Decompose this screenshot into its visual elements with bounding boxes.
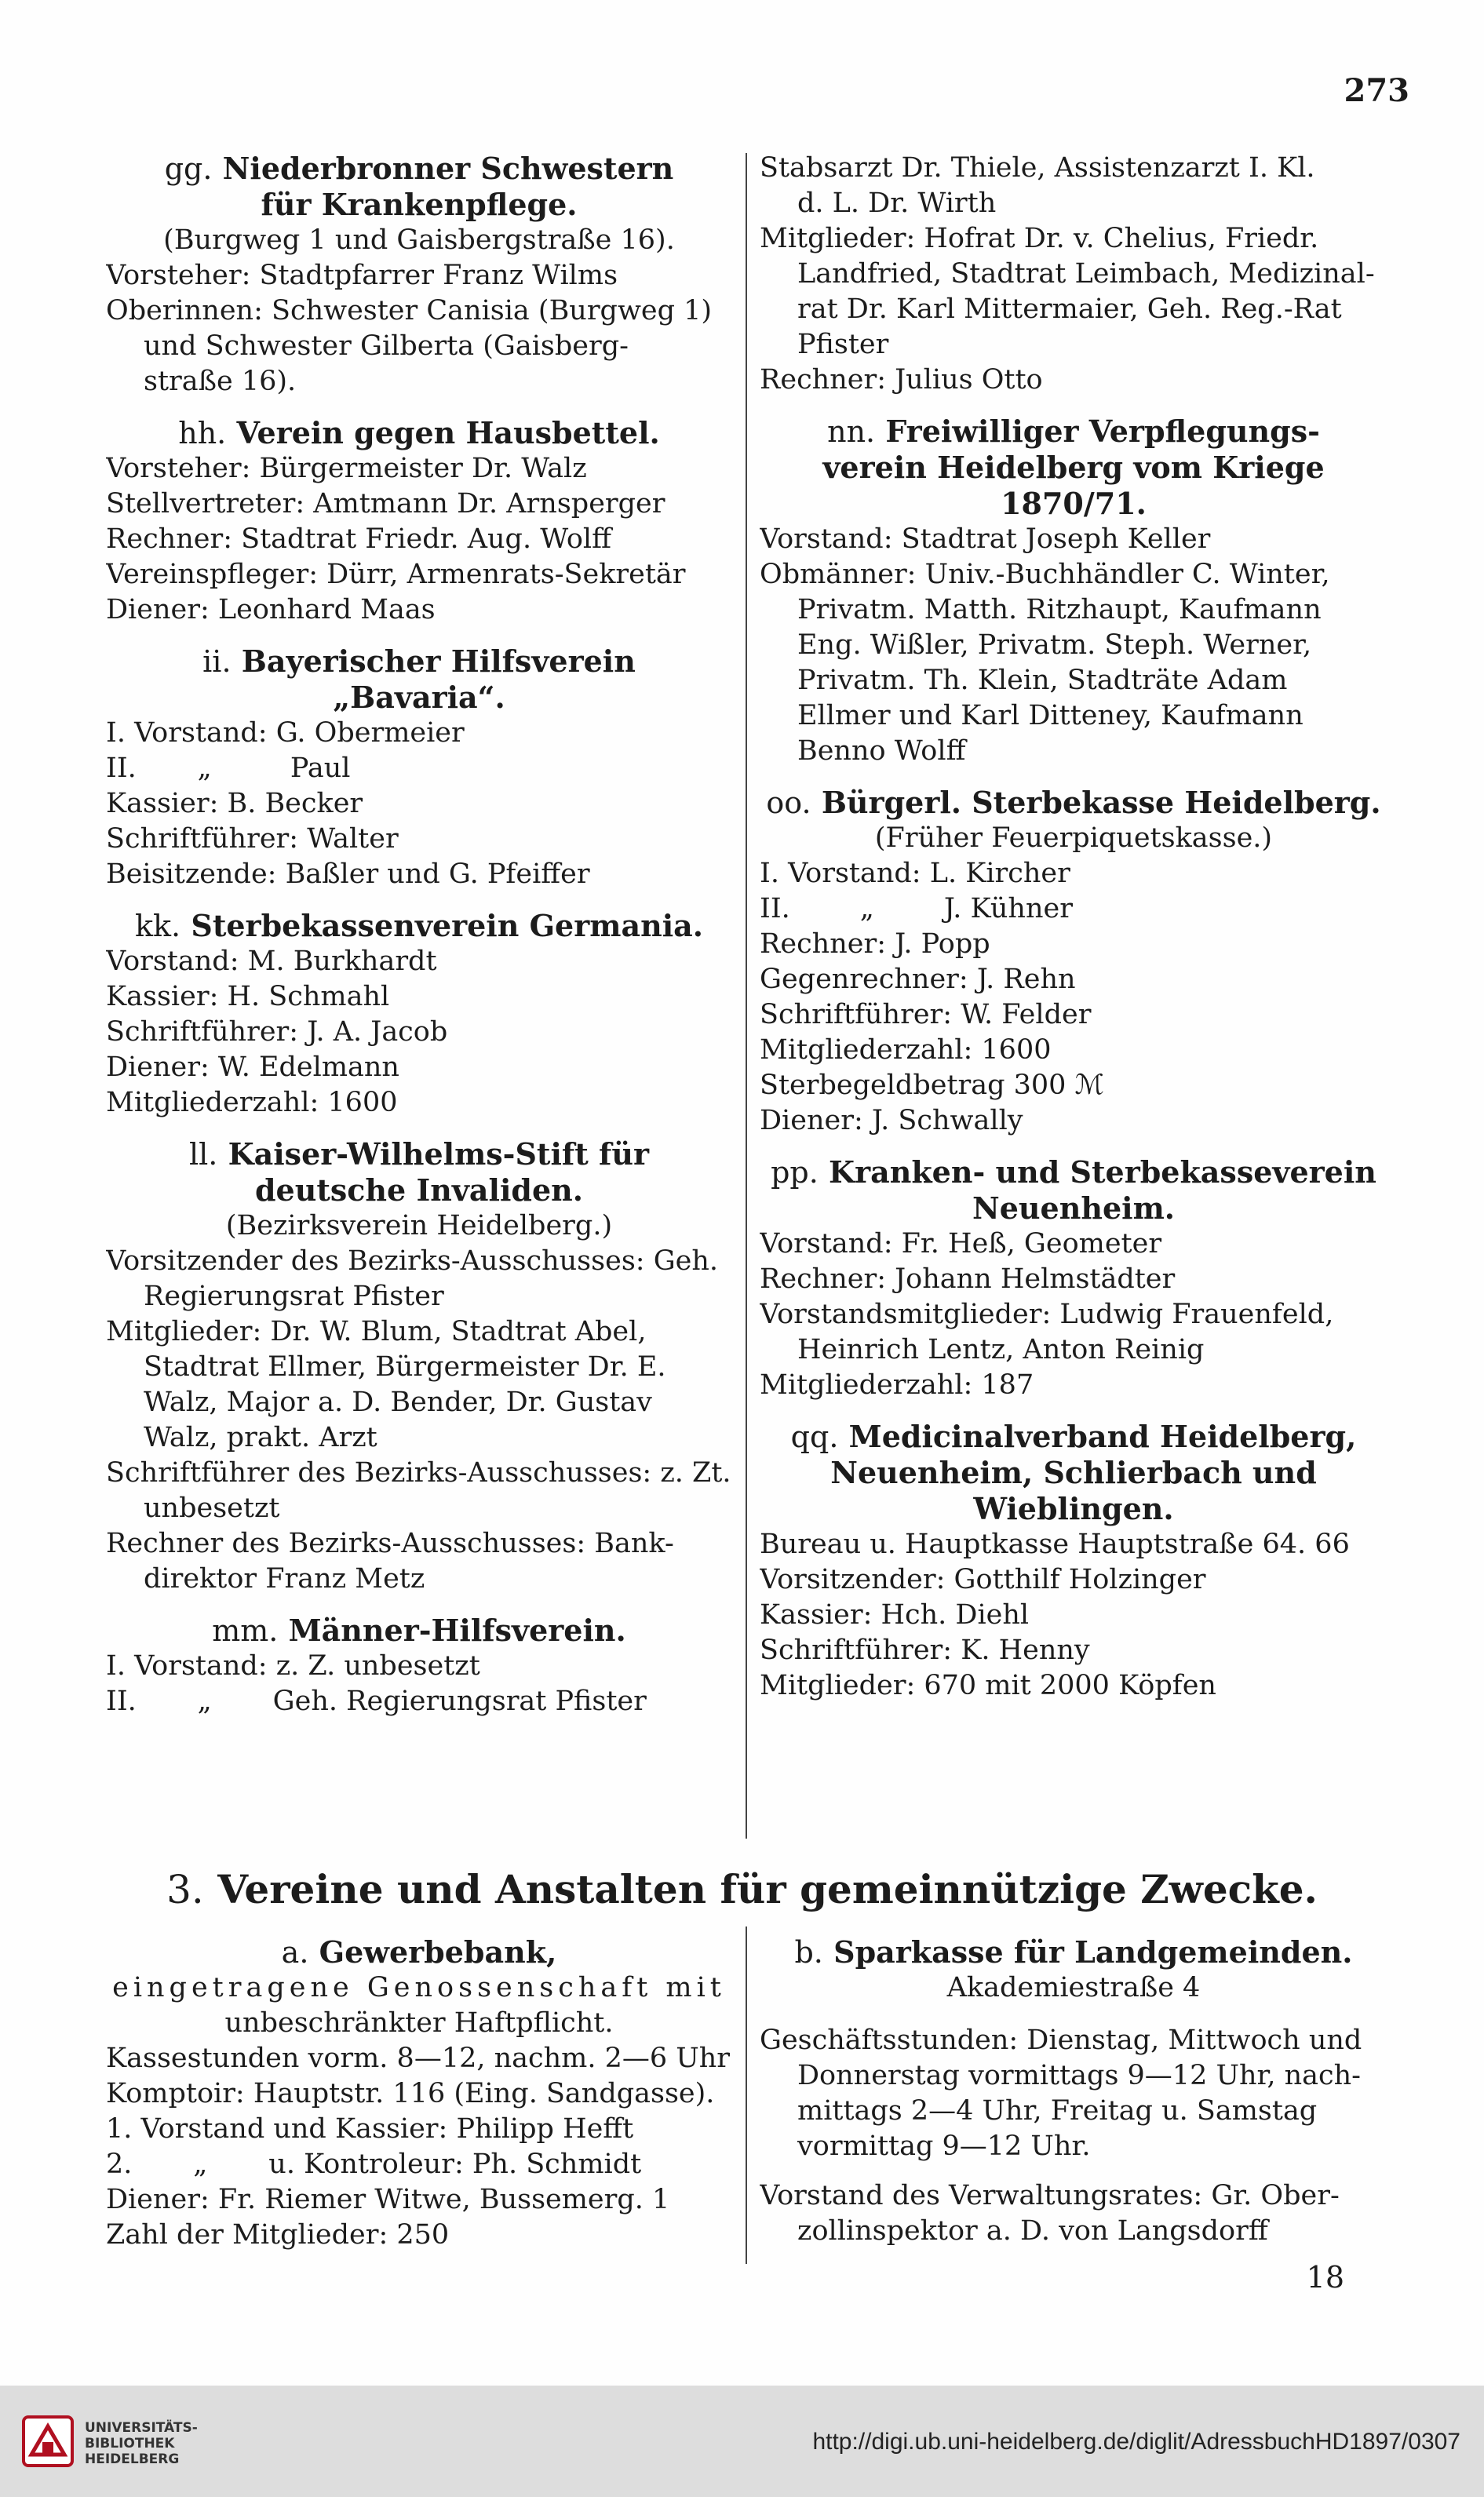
section-title-cont: Neuenheim, Schlierbach und xyxy=(830,1455,1317,1490)
entry-continuation: rat Dr. Karl Mittermaier, Geh. Reg.-Rat xyxy=(797,293,1342,325)
section-oo xyxy=(760,785,1387,1139)
entry-continuation: Landfried, Stadtrat Leimbach, Medizinal- xyxy=(797,258,1375,290)
entry-line: 2. „ u. Kontroleur: Ph. Schmidt xyxy=(106,2149,642,2180)
section-subtitle: (Früher Feuerpiquetskasse.) xyxy=(874,822,1273,854)
section-heading xyxy=(760,1419,1387,1455)
section-title: Sterbekassenverein Germania. xyxy=(191,908,703,943)
entry-line: Rechner: Julius Otto xyxy=(760,364,1043,396)
section-title: Niederbronner Schwestern xyxy=(222,151,674,186)
section-title: Bayerischer Hilfsverein xyxy=(241,643,636,679)
entry-line: Vereinspfleger: Dürr, Armenrats-Sekretär xyxy=(106,559,686,590)
section-title-cont: für Krankenpflege. xyxy=(261,187,578,222)
entry-line: I. Vorstand: z. Z. unbesetzt xyxy=(106,1650,480,1682)
section-title: Freiwilliger Verpflegungs- xyxy=(885,414,1320,449)
entry-line: Rechner des Bezirks-Ausschusses: Bank- xyxy=(106,1528,674,1559)
entry-line: Vorsitzender: Gotthilf Holzinger xyxy=(760,1564,1206,1595)
section-heading xyxy=(106,151,732,187)
entry-line: Diener: W. Edelmann xyxy=(106,1052,399,1083)
entry-line: Schriftführer des Bezirks-Ausschusses: z. Zt. xyxy=(106,1457,731,1489)
column-divider-top xyxy=(746,153,747,1839)
section-letter: kk. xyxy=(135,909,181,943)
section-title: Bürgerl. Sterbekasse Heidelberg. xyxy=(821,785,1381,820)
entry-line: Obmänner: Univ.-Buchhändler C. Winter, xyxy=(760,559,1330,590)
entry-line: Sterbegeldbetrag 300 ℳ xyxy=(760,1070,1104,1101)
entry-line: Komptoir: Hauptstr. 116 (Eing. Sandgasse). xyxy=(106,2078,715,2109)
section-title: Gewerbebank, xyxy=(319,1934,557,1970)
viewer-footer xyxy=(0,2386,1484,2497)
section-subtitle: Akademiestraße 4 xyxy=(946,1972,1201,2003)
entry-continuation: mittags 2—4 Uhr, Freitag u. Samstag xyxy=(797,2095,1318,2127)
entry-line: Diener: Fr. Riemer Witwe, Bussemerg. 1 xyxy=(106,2184,670,2215)
entry-continuation: Walz, prakt. Arzt xyxy=(144,1422,377,1453)
section-heading xyxy=(106,1136,732,1172)
section-title-cont: „Bavaria“. xyxy=(333,680,505,715)
entry-line: Stellvertreter: Amtmann Dr. Arnsperger xyxy=(106,488,665,519)
entry-continuation: Stadtrat Ellmer, Bürgermeister Dr. E. xyxy=(144,1351,666,1383)
section-heading xyxy=(106,415,732,451)
entry-line: Kassier: Hch. Diehl xyxy=(760,1599,1030,1631)
section-kk xyxy=(106,908,732,1121)
entry-line: Schriftführer: W. Felder xyxy=(760,999,1092,1030)
section-letter: pp. xyxy=(771,1155,819,1190)
entry-line: I. Vorstand: L. Kircher xyxy=(760,858,1070,889)
entry-line: Kassier: B. Becker xyxy=(106,788,363,819)
entry-line: Vorstandsmitglieder: Ludwig Frauenfeld, xyxy=(760,1299,1334,1330)
logo-line: UNIVERSITÄTS- xyxy=(85,2420,198,2436)
entry-continuation: Regierungsrat Pfister xyxy=(144,1281,444,1312)
section-title: Verein gegen Hausbettel. xyxy=(236,415,660,450)
section-letter: nn. xyxy=(827,414,876,449)
entry-line: Mitgliederzahl: 187 xyxy=(760,1369,1034,1401)
section-letter: ll. xyxy=(188,1137,218,1172)
permalink-url[interactable]: http://digi.ub.uni-heidelberg.de/diglit/AdressbuchHD1897/0307 xyxy=(812,2429,1460,2455)
bottom-left-column xyxy=(106,1934,732,2253)
section-subtitle: eingetragene Genossenschaft mit xyxy=(112,1972,726,2003)
section-heading xyxy=(760,1934,1387,1970)
entry-line: Mitglieder: 670 mit 2000 Köpfen xyxy=(760,1670,1216,1701)
entry-line: Kassier: H. Schmahl xyxy=(106,981,390,1012)
section-title: Medicinalverband Heidelberg, xyxy=(848,1419,1357,1454)
entry-continuation: zollinspektor a. D. von Langsdorff xyxy=(797,2215,1268,2247)
logo-line: HEIDELBERG xyxy=(85,2451,180,2467)
section-continued xyxy=(760,151,1387,398)
section-heading xyxy=(106,908,732,944)
chapter-heading xyxy=(0,1866,1484,1913)
entry-line: Diener: Leonhard Maas xyxy=(106,594,436,625)
section-letter: qq. xyxy=(790,1420,839,1454)
entry-continuation: Walz, Major a. D. Bender, Dr. Gustav xyxy=(144,1387,652,1418)
left-column xyxy=(106,151,732,1735)
section-gg xyxy=(106,151,732,399)
chapter-number: 3. xyxy=(166,1867,204,1912)
section-title: Männer-Hilfsverein. xyxy=(288,1613,626,1648)
section-heading xyxy=(760,414,1387,450)
entry-line: Schriftführer: Walter xyxy=(106,823,399,855)
entry-continuation: und Schwester Gilberta (Gaisberg- xyxy=(144,330,629,362)
entry-continuation: Privatm. Matth. Ritzhaupt, Kaufmann xyxy=(797,594,1322,625)
section-subtitle: unbeschränkter Haftpflicht. xyxy=(224,2007,614,2039)
entry-line: Zahl der Mitglieder: 250 xyxy=(106,2219,450,2251)
entry-line: Schriftführer: J. A. Jacob xyxy=(106,1016,448,1048)
entry-continuation: Ellmer und Karl Ditteney, Kaufmann xyxy=(797,700,1304,731)
section-pp xyxy=(760,1154,1387,1403)
entry-line: Bureau u. Hauptkasse Hauptstraße 64. 66 xyxy=(760,1529,1350,1560)
entry-line: II. „ Geh. Regierungsrat Pfister xyxy=(106,1686,647,1717)
entry-line: Mitgliederzahl: 1600 xyxy=(760,1034,1052,1066)
entry-continuation: vormittag 9—12 Uhr. xyxy=(797,2131,1091,2162)
section-ii xyxy=(106,643,732,892)
entry-line: Stabsarzt Dr. Thiele, Assistenzarzt I. Kl. xyxy=(760,152,1315,184)
entry-line: Kassestunden vorm. 8—12, nachm. 2—6 Uhr xyxy=(106,2043,731,2074)
entry-continuation: Heinrich Lentz, Anton Reinig xyxy=(797,1334,1205,1365)
entry-continuation: direktor Franz Metz xyxy=(144,1563,425,1595)
section-hh xyxy=(106,415,732,628)
section-letter: hh. xyxy=(178,416,227,450)
section-address: (Burgweg 1 und Gaisbergstraße 16). xyxy=(163,224,675,256)
entry-line: Vorstand: Fr. Heß, Geometer xyxy=(760,1228,1162,1259)
entry-line: Mitglieder: Dr. W. Blum, Stadtrat Abel, xyxy=(106,1316,647,1347)
entry-line: Schriftführer: K. Henny xyxy=(760,1635,1090,1666)
logo-line: BIBLIOTHEK xyxy=(85,2436,175,2451)
entry-continuation: Pfister xyxy=(797,329,889,360)
entry-line: II. „ J. Kühner xyxy=(760,893,1073,924)
entry-line: Vorstand des Verwaltungsrates: Gr. Ober- xyxy=(760,2180,1340,2211)
entry-continuation: Donnerstag vormittags 9—12 Uhr, nach- xyxy=(797,2060,1362,2091)
entry-line: Vorsitzender des Bezirks-Ausschusses: Geh. xyxy=(106,1245,719,1277)
section-letter: a. xyxy=(281,1935,309,1970)
section-title-cont: Wieblingen. xyxy=(973,1491,1174,1526)
section-title: Kranken- und Sterbekasseverein xyxy=(829,1154,1376,1190)
section-letter: oo. xyxy=(766,786,811,820)
entry-line: Gegenrechner: J. Rehn xyxy=(760,964,1076,995)
bottom-right-column xyxy=(760,1934,1387,2249)
section-title: Sparkasse für Landgemeinden. xyxy=(833,1934,1353,1970)
entry-continuation: d. L. Dr. Wirth xyxy=(797,188,997,219)
entry-line: Rechner: Johann Helmstädter xyxy=(760,1263,1176,1295)
section-letter: b. xyxy=(794,1935,823,1970)
section-ll xyxy=(106,1136,732,1597)
entry-continuation: Privatm. Th. Klein, Stadträte Adam xyxy=(797,665,1288,696)
section-title-cont: verein Heidelberg vom Kriege xyxy=(822,450,1325,485)
section-mm xyxy=(106,1613,732,1719)
entry-line: Beisitzende: Baßler und G. Pfeiffer xyxy=(106,858,590,890)
entry-line: Mitgliederzahl: 1600 xyxy=(106,1087,398,1118)
entry-line: Rechner: J. Popp xyxy=(760,928,990,960)
section-title-cont: Neuenheim. xyxy=(972,1190,1176,1226)
entry-continuation: Eng. Wißler, Privatm. Steph. Werner, xyxy=(797,629,1312,661)
page-number: 273 xyxy=(1344,72,1409,109)
section-letter: mm. xyxy=(212,1613,279,1648)
section-heading xyxy=(106,1934,732,1970)
section-heading xyxy=(106,643,732,680)
section-nn xyxy=(760,414,1387,769)
entry-line: Rechner: Stadtrat Friedr. Aug. Wolff xyxy=(106,523,611,555)
entry-line: Vorstand: M. Burkhardt xyxy=(106,946,437,977)
right-column xyxy=(760,151,1387,1719)
entry-line: Oberinnen: Schwester Canisia (Burgweg 1) xyxy=(106,295,713,326)
entry-line: I. Vorstand: G. Obermeier xyxy=(106,717,465,749)
entry-continuation: unbesetzt xyxy=(144,1493,280,1524)
section-heading xyxy=(106,1613,732,1649)
section-heading xyxy=(760,1154,1387,1190)
printer-signature: 18 xyxy=(1306,2260,1344,2295)
entry-line: Diener: J. Schwally xyxy=(760,1105,1023,1136)
university-library-logo-icon[interactable] xyxy=(20,2414,75,2469)
entry-line: Geschäftsstunden: Dienstag, Mittwoch und xyxy=(760,2025,1362,2056)
section-title-cont: deutsche Invaliden. xyxy=(254,1172,584,1208)
logo-text xyxy=(85,2420,198,2467)
entry-continuation: straße 16). xyxy=(144,366,297,397)
entry-line: 1. Vorstand und Kassier: Philipp Hefft xyxy=(106,2113,634,2145)
entry-line: II. „ Paul xyxy=(106,753,351,784)
section-letter: gg. xyxy=(164,151,213,186)
entry-continuation: Benno Wolff xyxy=(797,735,966,767)
section-title-cont: 1870/71. xyxy=(1001,486,1147,521)
entry-line: Vorsteher: Bürgermeister Dr. Walz xyxy=(106,453,587,484)
entry-line: Vorstand: Stadtrat Joseph Keller xyxy=(760,523,1211,555)
entry-line: Mitglieder: Hofrat Dr. v. Chelius, Friedr. xyxy=(760,223,1319,254)
chapter-title: Vereine und Anstalten für gemeinnützige Zwecke. xyxy=(217,1866,1318,1912)
section-heading xyxy=(760,785,1387,821)
section-subtitle: (Bezirksverein Heidelberg.) xyxy=(225,1210,613,1241)
entry-line: Vorsteher: Stadtpfarrer Franz Wilms xyxy=(106,260,618,291)
column-divider-bottom xyxy=(746,1927,747,2264)
section-letter: ii. xyxy=(202,644,232,679)
section-qq xyxy=(760,1419,1387,1704)
section-title: Kaiser-Wilhelms-Stift für xyxy=(228,1136,650,1172)
